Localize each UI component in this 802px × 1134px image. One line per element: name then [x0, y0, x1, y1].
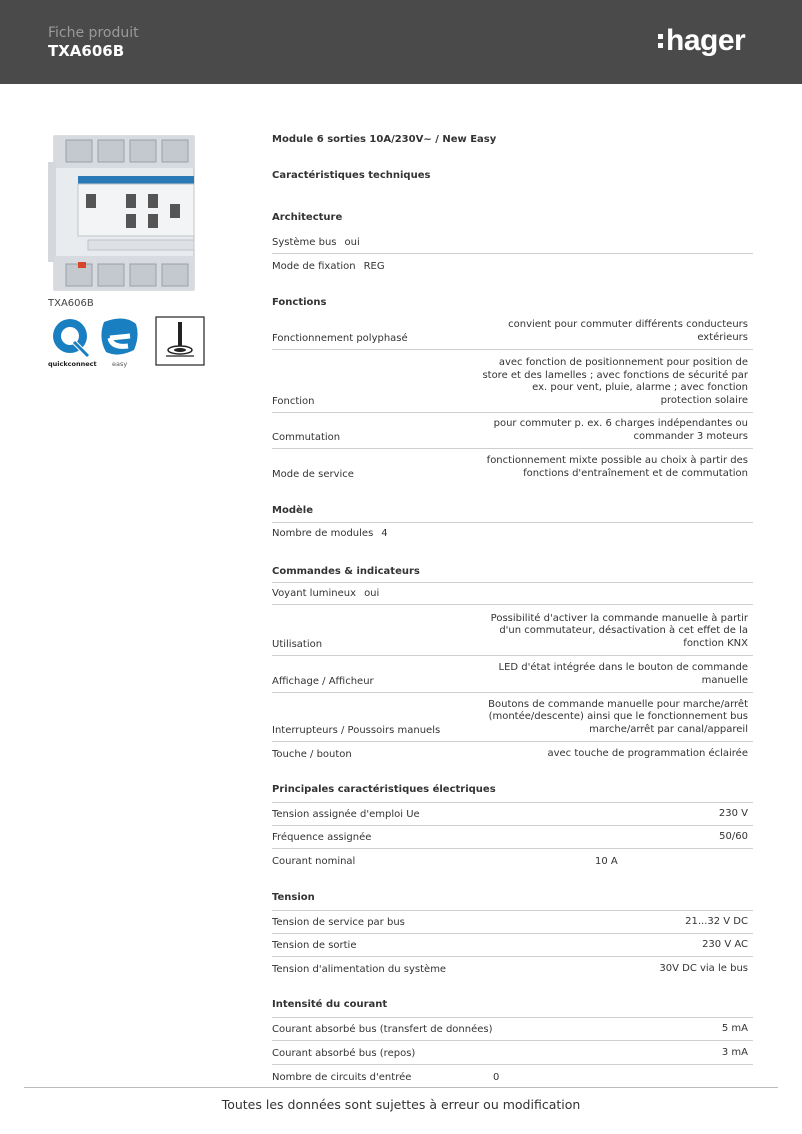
spec-row-interrupteurs: [272, 693, 753, 742]
spec-label: Tension de service par bus: [272, 917, 405, 928]
spec-label: Affichage / Afficheur: [272, 676, 374, 687]
spec-label: Mode de service: [272, 469, 354, 480]
product-reference: TXA606B: [48, 42, 125, 60]
spec-value: 50/60: [719, 830, 748, 842]
section-electriques-title: Principales caractéristiques électriques: [272, 784, 496, 795]
spec-value: pour commuter p. ex. 6 charges indépendantes ou commander 3 moteurs: [493, 418, 748, 442]
spec-value: 10 A: [595, 856, 618, 867]
spec-value: 5 mA: [721, 1022, 748, 1034]
badge-easy-label: easy: [112, 360, 128, 368]
spec-row-tension-alimentation: [272, 957, 753, 980]
product-image: [48, 132, 198, 292]
spec-value: avec fonction de positionnement pour position de store et des lamelles ; avec fonctions de sécurité par ex. pour vent, pluie, alarme ; avec fonction protection solaire: [482, 357, 748, 406]
section-tension-title: Tension: [272, 892, 315, 903]
spec-value: oui: [344, 237, 360, 248]
spec-value: 230 V AC: [702, 938, 748, 950]
spec-label: Utilisation: [272, 639, 323, 650]
spec-row-systeme-bus: [272, 230, 753, 254]
spec-label: Courant absorbé bus (transfert de données): [272, 1024, 493, 1035]
spec-label: Interrupteurs / Poussoirs manuels: [272, 725, 441, 736]
spec-value: 230 V: [718, 807, 748, 819]
spec-row-mode-service: [272, 449, 753, 485]
spec-value: Boutons de commande manuelle pour marche/arrêt (montée/descente) ainsi que le fonctionnement bus marche/arrêt par canal/appareil: [488, 698, 748, 735]
spec-value: Possibilité d'activer la commande manuelle à partir d'un commutateur, désactivation à cet effet de la fonction KNX: [490, 612, 748, 649]
spec-row-touche: [272, 742, 753, 765]
spec-label: Touche / bouton: [272, 749, 352, 760]
spec-label: Fréquence assignée: [272, 832, 372, 843]
spec-label: Fonction: [272, 396, 315, 407]
quickconnect-icon: [48, 319, 97, 368]
spec-value: avec touche de programmation éclairée: [547, 747, 748, 759]
spec-row-polyphase: [272, 313, 753, 350]
spec-row-mode-fixation: [272, 254, 753, 277]
spec-row-frequence: [272, 826, 753, 849]
section-modele-title: Modèle: [272, 505, 313, 516]
section-commandes-title: Commandes & indicateurs: [272, 566, 420, 577]
specs-heading: Caractéristiques techniques: [272, 170, 431, 181]
brand-logo: [658, 24, 745, 58]
logo-colon-icon: [658, 24, 664, 48]
spec-value: oui: [364, 588, 380, 599]
spec-label: Tension de sortie: [272, 940, 357, 951]
product-image-caption: TXA606B: [48, 298, 94, 309]
spec-label: Courant absorbé bus (repos): [272, 1048, 416, 1059]
spec-label: Voyant lumineux: [272, 588, 357, 599]
spec-label: Mode de fixation: [272, 261, 356, 272]
section-architecture-title: Architecture: [272, 212, 343, 223]
spec-row-tension-service: [272, 910, 753, 934]
spec-value: 0: [493, 1072, 500, 1083]
spec-row-utilisation: [272, 605, 753, 656]
page-header: [0, 0, 802, 84]
section-fonctions-title: Fonctions: [272, 297, 327, 308]
spec-row-affichage: [272, 656, 753, 693]
spec-label: Courant nominal: [272, 856, 356, 867]
spec-value: 30V DC via le bus: [659, 962, 748, 974]
spec-label: Système bus: [272, 237, 337, 248]
brand-name: hager: [666, 24, 746, 57]
spec-row-tension-sortie: [272, 934, 753, 957]
product-title: Module 6 sorties 10A/230V~ / New Easy: [272, 134, 497, 145]
spec-value: fonctionnement mixte possible au choix à partir des fonctions d'entraînement et de commutation: [486, 455, 748, 479]
spec-label: Tension d'alimentation du système: [272, 964, 447, 975]
feature-badges: [48, 316, 208, 368]
spec-label: Fonctionnement polyphasé: [272, 333, 408, 344]
spec-row-fonction: [272, 350, 753, 413]
footer-divider: [24, 1087, 778, 1088]
spec-value: 4: [381, 528, 388, 539]
spec-row-commutation: [272, 413, 753, 449]
spec-row-courant-transfert: [272, 1017, 753, 1041]
spec-label: Nombre de circuits d'entrée: [272, 1072, 412, 1083]
badge-quickconnect-label: quickconnect: [48, 360, 97, 368]
easy-icon: [101, 318, 137, 368]
section-intensite-title: Intensité du courant: [272, 999, 388, 1010]
spec-value: convient pour commuter différents conducteurs extérieurs: [508, 319, 748, 343]
spec-label: Commutation: [272, 432, 341, 443]
spec-value: LED d'état intégrée dans le bouton de commande manuelle: [498, 662, 748, 686]
spec-row-courant-repos: [272, 1041, 753, 1065]
spec-label: Nombre de modules: [272, 528, 374, 539]
spec-value: 21...32 V DC: [685, 915, 748, 927]
spec-value: REG: [363, 261, 385, 272]
footer-disclaimer: Toutes les données sont sujettes à erreur ou modification: [221, 1097, 581, 1112]
spec-row-circuits-entree: [272, 1065, 753, 1088]
spec-row-tension-assignee: [272, 802, 753, 826]
spec-label: Tension assignée d'emploi Ue: [272, 809, 420, 820]
spec-value: 3 mA: [721, 1046, 748, 1058]
doc-type: Fiche produit: [48, 25, 139, 41]
spec-row-nombre-modules: [272, 522, 753, 544]
spec-row-voyant: [272, 582, 753, 605]
screwdriver-terminal-icon: [156, 317, 204, 365]
spec-row-courant-nominal: [272, 849, 753, 872]
